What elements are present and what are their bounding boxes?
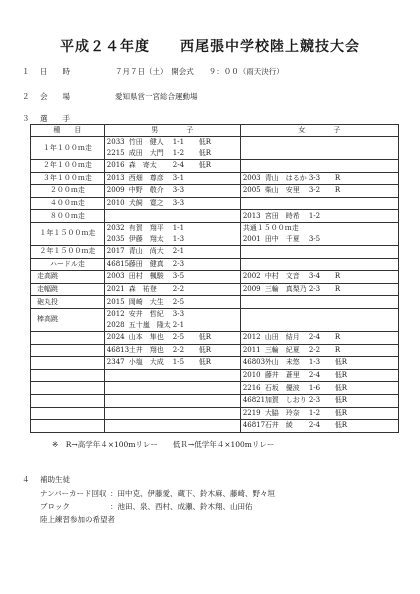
girls-cell (240, 137, 398, 160)
class-grade: 2-2 (172, 345, 185, 354)
relay-row (31, 331, 399, 344)
table-row (31, 222, 399, 245)
boys-cell (104, 210, 240, 223)
bib-number: 2009 (106, 186, 125, 195)
relay-boys-cell (104, 344, 240, 357)
bib-number: 2017 (106, 247, 125, 256)
section-date-value: ７月７日（土） 開会式 ９：００（雨天決行） (115, 67, 284, 76)
header-event: 種 目 (31, 125, 105, 137)
relay-boys-cell (104, 331, 240, 344)
class-grade: 2-4 (308, 371, 321, 380)
event-name: ２００ｍ走 (31, 185, 105, 198)
athlete-entry (243, 332, 396, 343)
section-venue-number: ２ (22, 92, 30, 101)
athlete-name: 青山 はるか (264, 173, 307, 182)
athlete-entry (107, 357, 238, 368)
class-grade: 2-5 (172, 297, 185, 306)
class-grade: 1-1 (172, 223, 185, 232)
girls-cell (240, 245, 398, 258)
relay-mark: 低R (198, 149, 212, 157)
boys-cell (104, 222, 240, 245)
athlete-entry (107, 271, 238, 282)
boys-cell (104, 160, 240, 173)
section-venue-value: 愛知県営一宮総合運動場 (115, 92, 198, 101)
athlete-name: 森 寄太 (128, 161, 157, 170)
athlete-entry (243, 173, 396, 184)
bib-number: 2012 (106, 309, 125, 318)
athlete-name: 西畑 尊彦 (128, 173, 164, 182)
table-row (31, 271, 399, 284)
boys-cell (104, 197, 240, 210)
athlete-name: 犬飼 寛之 (128, 199, 164, 208)
bib-number: 共通１５００ｍ走 (242, 223, 299, 232)
bib-number: 2033 (106, 138, 125, 146)
girls-cell (240, 172, 398, 185)
section-venue-label: 会 場 (40, 92, 70, 101)
athlete-entry (107, 160, 238, 171)
athlete-name: 中野 敬介 (128, 186, 164, 195)
athlete-name: 五十嵐 隆太 (128, 320, 171, 329)
bib-number: 46803 (242, 358, 266, 367)
athlete-name: 土井 翔也 (128, 345, 164, 354)
athlete-name: 石坂 優波 (264, 383, 300, 392)
athlete-name: 外山 未悠 (264, 358, 300, 367)
athlete-entry (107, 223, 238, 234)
relay-boys-cell (104, 407, 240, 420)
event-name: 走高跳 (31, 271, 105, 284)
relay-mark: R (334, 345, 341, 354)
athlete-name: 田中 千夏 (264, 234, 300, 243)
athlete-entry (243, 211, 396, 222)
table-row (31, 160, 399, 173)
relay-mark: R (334, 272, 341, 281)
athlete-entry (107, 345, 238, 356)
class-grade: 3-5 (308, 234, 321, 243)
bib-number: 2015 (106, 297, 125, 306)
girls-cell (240, 296, 398, 309)
girls-cell (240, 222, 398, 245)
table-row (31, 185, 399, 198)
athlete-name: 有賀 翔平 (128, 223, 164, 232)
bib-number: 2010 (242, 371, 261, 380)
athlete-entry (243, 223, 396, 234)
class-grade: 1-1 (172, 138, 185, 146)
relay-event-cell (31, 357, 105, 370)
athlete-name: 田村 楓駿 (128, 272, 164, 281)
bib-number: 2010 (106, 199, 125, 208)
boys-cell (104, 308, 240, 331)
class-grade: 3-3 (308, 173, 321, 182)
athlete-name: 竹田 健人 (128, 138, 164, 146)
class-grade: 3-2 (308, 186, 321, 195)
relay-note: ※ R→高学年４×100mリレー 低Ｒ→低学年４×100mリレー (52, 440, 275, 449)
relay-girls-cell (240, 382, 398, 395)
athlete-entry (107, 332, 238, 343)
class-grade: 1-6 (308, 383, 321, 392)
bib-number: 2347 (106, 358, 125, 367)
bib-number: 2003 (242, 173, 261, 182)
relay-mark: 低R (334, 383, 348, 392)
bib-number: 2215 (106, 149, 125, 157)
relay-mark: 低R (334, 408, 348, 417)
girls-cell (240, 197, 398, 210)
header-girls: 女 子 (240, 125, 398, 137)
class-grade: 1-3 (172, 234, 185, 243)
bib-number: 2016 (106, 161, 125, 170)
athlete-entry (243, 357, 396, 368)
relay-row (31, 382, 399, 395)
relay-boys-cell (104, 369, 240, 382)
support-label: ナンバーカード回収 (40, 489, 107, 498)
athlete-name: 宮田 時希 (264, 211, 300, 220)
relay-event-cell (31, 407, 105, 420)
section-players-label: 選 手 (40, 114, 70, 123)
class-grade: 3-3 (172, 309, 185, 318)
relay-mark: R (334, 285, 341, 294)
relay-event-cell (31, 394, 105, 407)
athlete-entry (243, 395, 396, 406)
athlete-entry (243, 284, 396, 295)
athlete-name: 岡崎 大生 (128, 297, 164, 306)
support-line-practice (40, 514, 115, 525)
relay-girls-cell (240, 369, 398, 382)
relay-mark: 低R (198, 358, 212, 367)
relay-event-cell (31, 420, 105, 433)
athlete-entry (107, 309, 238, 320)
relay-row (31, 407, 399, 420)
table-row (31, 197, 399, 210)
table-row (31, 245, 399, 258)
relay-mark: R (334, 173, 341, 182)
table-row (31, 283, 399, 296)
class-grade: 1-5 (172, 358, 185, 367)
support-label: 陸上練習参加の希望者 (40, 515, 115, 524)
relay-mark: 低R (334, 358, 348, 367)
class-grade: 2-2 (308, 345, 321, 354)
support-line-block (40, 501, 253, 512)
class-grade: 3-5 (172, 272, 185, 281)
bib-number: 2216 (242, 383, 261, 392)
boys-cell (104, 245, 240, 258)
relay-row (31, 394, 399, 407)
bib-number: 46815 (106, 259, 130, 268)
class-grade: 2-3 (308, 285, 321, 294)
girls-cell (240, 283, 398, 296)
event-name: ３年１００ｍ走 (31, 172, 105, 185)
bib-number: 2002 (242, 272, 261, 281)
section-date-label: 日 時 (40, 67, 70, 76)
relay-girls-cell (240, 420, 398, 433)
athlete-entry (107, 234, 238, 245)
athlete-name: 藤田 健真 (128, 259, 164, 268)
girls-cell (240, 160, 398, 173)
bib-number: 2003 (106, 272, 125, 281)
athlete-entry (107, 297, 238, 308)
relay-event-cell (31, 369, 105, 382)
section-date-number: １ (22, 67, 30, 76)
relay-event-cell (31, 331, 105, 344)
bib-number: 2001 (242, 234, 261, 243)
athlete-name: 山田 結月 (264, 333, 300, 342)
athlete-entry (107, 173, 238, 184)
bib-number: 46817 (242, 421, 266, 430)
relay-mark: R (334, 186, 341, 195)
support-line-numbercards (40, 488, 275, 499)
table-row (31, 137, 399, 160)
class-grade: 1-2 (172, 149, 185, 157)
girls-cell (240, 308, 398, 331)
athlete-name: 石井 綾 (264, 421, 293, 430)
athlete-entry (243, 408, 396, 419)
relay-row (31, 357, 399, 370)
event-name: 走幅跳 (31, 283, 105, 296)
relay-boys-cell (104, 357, 240, 370)
athlete-entry (107, 198, 238, 209)
relay-girls-cell (240, 357, 398, 370)
boys-cell (104, 258, 240, 271)
relay-girls-cell (240, 407, 398, 420)
section-support-label: 補助生徒 (40, 475, 70, 484)
bib-number: 2021 (106, 285, 125, 294)
relay-row (31, 344, 399, 357)
girls-cell (240, 271, 398, 284)
table-row (31, 210, 399, 223)
boys-cell (104, 271, 240, 284)
event-name: ハードル走 (31, 258, 105, 271)
class-grade: 1-3 (308, 358, 321, 367)
athlete-entry (243, 271, 396, 282)
event-name: ２年１５００ｍ走 (31, 245, 105, 258)
event-name: ４００ｍ走 (31, 197, 105, 210)
athlete-entry (107, 246, 238, 257)
relay-girls-cell (240, 394, 398, 407)
table-header-row (31, 125, 399, 137)
bib-number: 2024 (106, 333, 125, 342)
athlete-entry (107, 185, 238, 196)
athlete-entry (107, 137, 238, 148)
athlete-entry (243, 420, 396, 431)
relay-mark: 低R (198, 138, 212, 146)
athlete-name: 大脇 玲奈 (264, 408, 300, 417)
relay-girls-cell (240, 344, 398, 357)
class-grade: 3-3 (172, 199, 185, 208)
table-row (31, 172, 399, 185)
page-title: 平成２４年度 西尾張中学校陸上競技大会 (60, 39, 360, 55)
bib-number: 2028 (106, 320, 125, 329)
boys-cell (104, 185, 240, 198)
bib-number: 2013 (242, 211, 261, 220)
athlete-entry (243, 345, 396, 356)
bib-number: 2005 (242, 186, 261, 195)
athlete-name: 山本 隼也 (128, 333, 164, 342)
relay-row (31, 420, 399, 433)
class-grade: 2-4 (308, 421, 321, 430)
girls-cell (240, 258, 398, 271)
athlete-name: 青山 尚大 (128, 247, 164, 256)
athlete-name: 森 祐登 (128, 285, 157, 294)
event-name: １年１００ｍ走 (31, 137, 105, 160)
class-grade: 2-2 (172, 285, 185, 294)
class-grade: 2-1 (172, 247, 185, 256)
bib-number: 2011 (242, 345, 261, 354)
athlete-name: 藤井 蒼里 (264, 371, 300, 380)
boys-cell (104, 137, 240, 160)
class-grade: 2-3 (308, 396, 321, 405)
support-value: ：田中克、伊藤愛、蔵下、鈴木麻、藤崎、野々垣 (110, 489, 275, 498)
athlete-entry (243, 383, 396, 394)
bib-number: 2009 (242, 285, 261, 294)
relay-mark: 低R (198, 345, 212, 354)
relay-mark: 低R (334, 371, 348, 380)
entries-table (30, 124, 399, 433)
class-grade: 2-4 (172, 161, 185, 170)
class-grade: 2-4 (308, 333, 321, 342)
relay-mark: 低R (198, 161, 212, 170)
athlete-name: 安井 哲紀 (128, 309, 164, 318)
athlete-name: 伊藤 翔太 (128, 234, 164, 243)
bib-number: 2219 (242, 408, 261, 417)
relay-mark: 低R (334, 421, 348, 430)
boys-cell (104, 296, 240, 309)
event-name: 棒高跳 (31, 308, 105, 331)
relay-mark: R (334, 333, 341, 342)
relay-event-cell (31, 344, 105, 357)
bib-number: 46813 (106, 345, 130, 354)
event-name: １年１５００ｍ走 (31, 222, 105, 245)
table-row (31, 308, 399, 331)
athlete-name: 三輪 紀夏 (264, 345, 300, 354)
athlete-entry (107, 320, 238, 331)
athlete-entry (107, 259, 238, 270)
bib-number: 2013 (106, 173, 125, 182)
boys-cell (104, 172, 240, 185)
table-row (31, 296, 399, 309)
athlete-name: 三輪 真梨乃 (264, 285, 307, 294)
relay-mark: 低R (334, 396, 348, 405)
athlete-entry (107, 148, 238, 159)
class-grade: 1-2 (308, 408, 321, 417)
athlete-entry (243, 370, 396, 381)
bib-number: 2035 (106, 234, 125, 243)
girls-cell (240, 185, 398, 198)
relay-boys-cell (104, 394, 240, 407)
relay-boys-cell (104, 382, 240, 395)
athlete-name: 柴山 安里 (264, 186, 300, 195)
relay-boys-cell (104, 420, 240, 433)
class-grade: 3-4 (308, 272, 321, 281)
relay-mark: 低R (198, 333, 212, 342)
athlete-entry (243, 234, 396, 245)
section-support-number: ４ (22, 475, 30, 484)
support-value: ：池田、泉、西村、成瀬、鈴木翔、山田佑 (110, 502, 253, 511)
athlete-entry (243, 185, 396, 196)
girls-cell (240, 210, 398, 223)
bib-number: 46821 (242, 396, 266, 405)
class-grade: 2-1 (172, 320, 185, 329)
athlete-name: 中村 文音 (264, 272, 300, 281)
class-grade: 1-2 (308, 211, 321, 220)
athlete-name: 加賀 しおり (264, 396, 307, 405)
support-label: ブロック (40, 502, 70, 511)
class-grade: 3-1 (172, 173, 185, 182)
event-name: 砲丸投 (31, 296, 105, 309)
event-name: ２年１００ｍ走 (31, 160, 105, 173)
section-players-number: ３ (22, 114, 30, 123)
table-row (31, 258, 399, 271)
relay-event-cell (31, 382, 105, 395)
relay-girls-cell (240, 331, 398, 344)
bib-number: 2012 (242, 333, 261, 342)
boys-cell (104, 283, 240, 296)
class-grade: 2-3 (172, 259, 185, 268)
event-name: ８００ｍ走 (31, 210, 105, 223)
athlete-entry (107, 284, 238, 295)
relay-row (31, 369, 399, 382)
header-boys: 男 子 (104, 125, 240, 137)
athlete-name: 小塩 大成 (128, 358, 164, 367)
athlete-name: 成田 大門 (128, 149, 164, 157)
class-grade: 3-3 (172, 186, 185, 195)
bib-number: 2032 (106, 223, 125, 232)
class-grade: 2-5 (172, 333, 185, 342)
